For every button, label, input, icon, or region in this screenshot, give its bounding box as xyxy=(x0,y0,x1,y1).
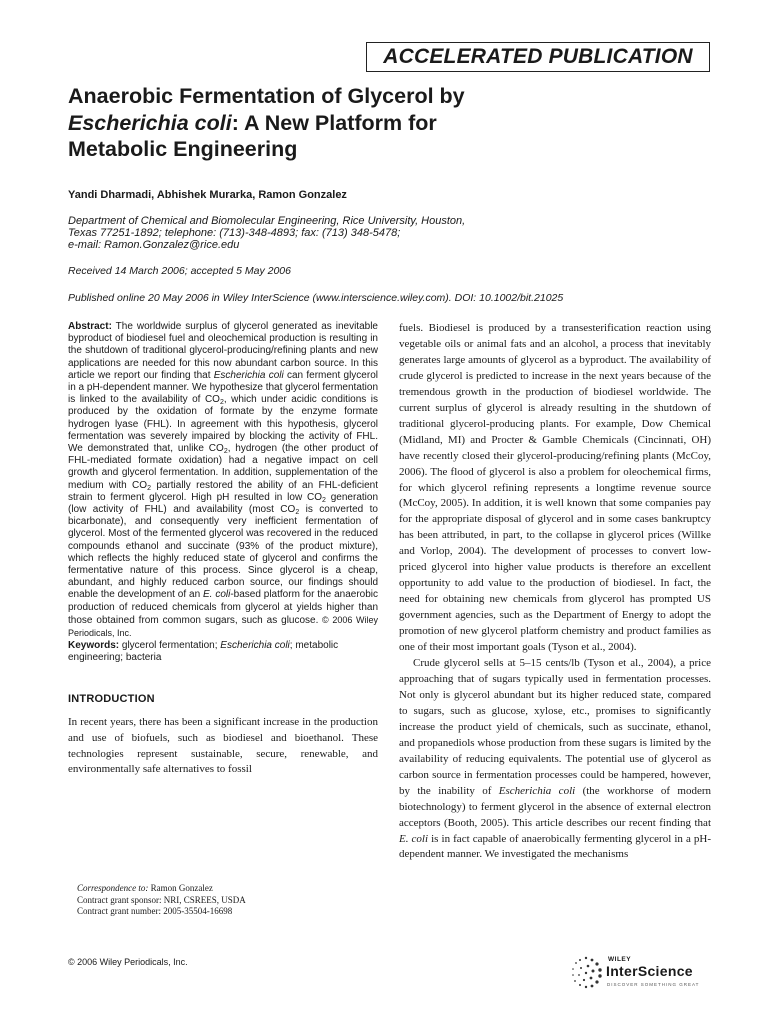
title-italic-species: Escherichia coli xyxy=(68,110,232,135)
dot-globe-icon xyxy=(566,952,606,992)
abstract xyxy=(68,321,378,640)
abstract-text: can ferment glycerol in a pH-dependent manner. We hypothesize that glycerol fermentation is linked to the availability of CO xyxy=(68,369,378,406)
logo-tagline: DISCOVER SOMETHING GREAT xyxy=(607,982,700,987)
page-copyright: © 2006 Wiley Periodicals, Inc. xyxy=(68,957,188,967)
keywords-italic: Escherichia coli xyxy=(220,640,290,652)
logo-brand: InterScience xyxy=(606,963,693,979)
body-text: (the workhorse of modern biotechnology) to ferment glycerol in the absence of external electron acceptors (Booth, 2005). This article describes our recent finding that xyxy=(399,784,711,829)
abstract-text: The worldwide surplus of glycerol generated as inevitable byproduct of biodiesel fuel and oleochemical production is resulting in the shutdown of traditional glycerol-producing/refining plants and new applications are needed for this now abundant carbon source. In this article we report our finding that xyxy=(68,321,378,381)
subscript: 2 xyxy=(322,496,326,504)
introduction-heading: INTRODUCTION xyxy=(68,692,155,705)
title-line-3: Metabolic Engineering xyxy=(68,137,298,161)
keywords-label: Keywords: xyxy=(68,640,120,652)
correspondence-name: Ramon Gonzalez xyxy=(148,883,213,893)
body-italic: E. coli xyxy=(399,832,429,845)
body-paragraph-2 xyxy=(399,656,711,863)
subscript: 2 xyxy=(223,448,228,456)
keywords-text: ; metabolic engineering; bacteria xyxy=(68,640,339,664)
affiliation-line-3: e-mail: Ramon.Gonzalez@rice.edu xyxy=(68,239,240,251)
subscript: 2 xyxy=(147,484,151,492)
body-text: Crude glycerol sells at 5–15 cents/lb (Tyson et al., 2004), a price approaching that of sugars typically used in fermentation processes. Not only is glycerol abundant but its higher reduced state, compared to sugars, such as glucose, xylose, etc., promises to significantly increase the product yield of chemicals, such as succinate, ethanol, and propanediols whose production from these sugars is limited by the availability of reducing equivalents. The potential use of glycerol as carbon source in fermentation processes could be hampered, however, by the inability of xyxy=(399,657,711,797)
abstract-text: , hydrogen (the other product of FHL-mediated formate oxidation) had a negative impact on cell growth and glycerol fermentation. In addition, supplementation of the medium with CO xyxy=(68,443,378,491)
abstract-italic: E. coli xyxy=(203,589,231,601)
keywords xyxy=(68,640,378,664)
publication-info: Published online 20 May 2006 in Wiley InterScience (www.interscience.wiley.com). DOI: 10.1002/bit.21025 xyxy=(68,292,564,304)
subscript: 2 xyxy=(219,399,224,407)
logo-wiley: WILEY xyxy=(608,956,632,963)
subscript: 2 xyxy=(295,509,300,517)
abstract-text: partially restored the ability of an FHL-deficient strain to ferment glycerol. High pH resulted in low CO xyxy=(68,479,378,503)
affiliation xyxy=(68,215,608,251)
author-list: Yandi Dharmadi, Abhishek Murarka, Ramon Gonzalez xyxy=(68,189,347,201)
abstract-text: -based platform for the anaerobic production of reduced chemicals from glycerol at yields higher than those obtained from common sugars, such as glucose. xyxy=(68,589,378,626)
interscience-logo xyxy=(566,952,716,992)
grant-number: Contract grant number: 2005-35504-16698 xyxy=(77,906,233,916)
right-column xyxy=(399,321,711,863)
abstract-italic: Escherichia coli xyxy=(213,369,284,381)
abstract-text: generation (low activity of FHL) and availability (most CO xyxy=(68,491,378,516)
body-paragraph-1: fuels. Biodiesel is produced by a transesterification reaction using vegetable oils or animal fats and an alcohol, a process that inevitably generates large amounts of glycerol as a byproduct. The availability of crude glycerol is predicted to increase in the next years because of the tremendous growth in the production of biodiesel worldwide. The current surplus of glycerol is already resulting in the shutdown of traditional glycerol-producing plants. For example, Dow Chemical (Midland, MI) and Procter & Gamble Chemicals (Cincinnati, OH) have recently closed their glycerol-producing/refining plants (McCoy, 2006). The flood of glycerol is also a problem for oleochemical firms, for which glycerol refining represents a longtime revenue source (McCoy, 2005). In addition, it is well known that some companies pay for the appropriate disposal of glycerol and in some cases bankruptcy has been attributed, in part, to the collapse in glycerol prices (Willke and Vorlop, 2004). The development of processes to convert low-priced glycerol into higher value products is therefore an excellent opportunity to add value to the production of biodiesel. In fact, the need for obtaining new chemicals from glycerol has prompted US government agencies, such as the Department of Energy to adopt the promotion of new glycerol platform chemistry and product families as one of their most important goals (Tyson et al., 2004). xyxy=(399,322,711,654)
body-italic: Escherichia coli xyxy=(498,784,576,797)
article-title xyxy=(68,83,628,163)
keywords-text: glycerol fermentation; xyxy=(119,640,221,652)
title-line-2-rest: : A New Platform for xyxy=(231,110,437,135)
body-text: is in fact capable of anaerobically fermenting glycerol in a pH-dependent manner. We investigated the mechanisms xyxy=(399,832,712,861)
abstract-text: is converted to bicarbonate), and consequently very inefficient fermentation of glycerol. Most of the fermented glycerol was recovered in the reduced compounds ethanol and succinate (93% of the product mixture), which reflects the highly reduced state of glycerol and confirms the fermentative nature of this process. Since glycerol is a cheap, abundant, and highly reduced carbon source, our findings should enable the development of an xyxy=(68,504,378,601)
affiliation-line-2: Texas 77251-1892; telephone: (713)-348-4893; fax: (713) 348-5478; xyxy=(68,227,401,239)
introduction-paragraph: In recent years, there has been a significant increase in the production and use of biofuels, such as biodiesel and bioethanol. These technologies represent sustainable, secure, renewable, and environmentally safe alternatives to fossil xyxy=(68,715,378,776)
section-banner: ACCELERATED PUBLICATION xyxy=(366,42,710,72)
correspondence-label: Correspondence to: xyxy=(77,883,149,893)
abstract-copyright: © 2006 Wiley Periodicals, Inc. xyxy=(68,614,378,639)
left-column xyxy=(68,321,378,778)
abstract-label: Abstract: xyxy=(68,321,112,332)
title-line-1: Anaerobic Fermentation of Glycerol by xyxy=(68,84,465,108)
affiliation-line-1: Department of Chemical and Biomolecular Engineering, Rice University, Houston, xyxy=(68,215,466,227)
grant-sponsor: Contract grant sponsor: NRI, CSREES, USDA xyxy=(77,894,246,905)
abstract-text: , which under acidic conditions is produced by the oxidation of formate by the enzyme formate hydrogen lyase (FHL). In agreement with this hypothesis, glycerol fermentation was severely impaired by blocking the activity of FHL. We demonstrated that, unlike CO xyxy=(68,394,378,455)
correspondence-footnote xyxy=(77,883,377,918)
received-dates: Received 14 March 2006; accepted 5 May 2006 xyxy=(68,265,291,277)
